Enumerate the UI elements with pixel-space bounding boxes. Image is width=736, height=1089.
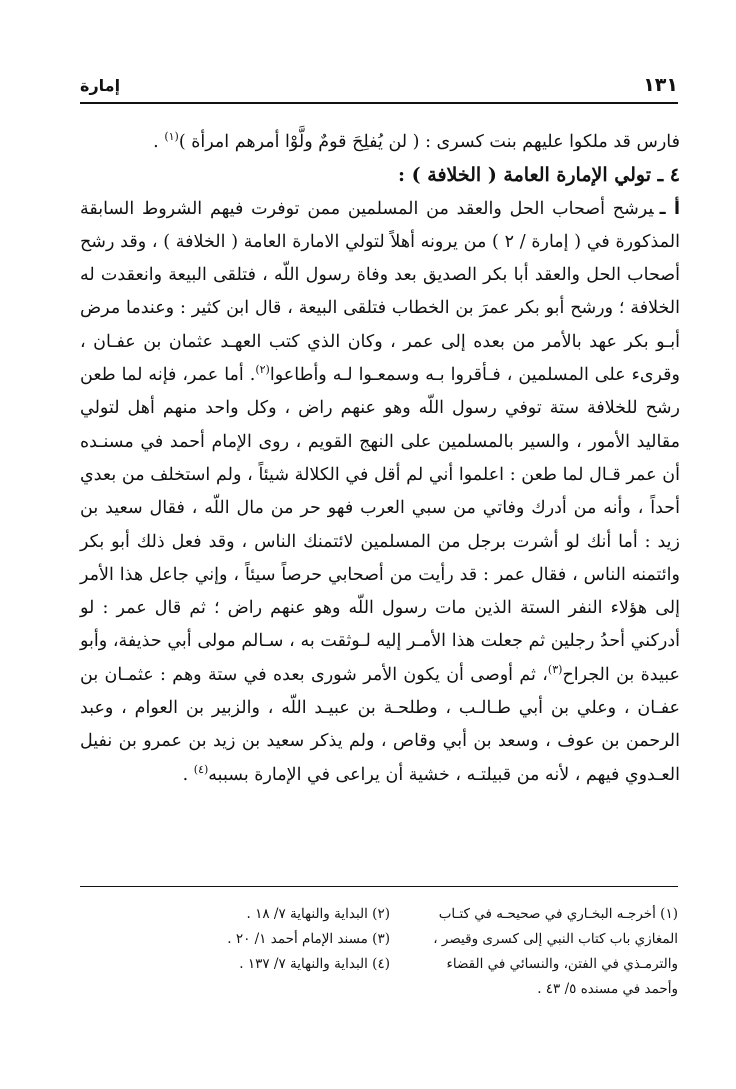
- footnote-ref-1: (١): [164, 130, 179, 144]
- paragraph-marker: أ ـ: [659, 198, 680, 219]
- main-text: [80, 126, 680, 792]
- footnote-ref-2: (٢): [255, 363, 270, 377]
- footnotes: [80, 902, 678, 1012]
- section-heading: ٤ ـ تولي الإمارة العامة ( الخلافة ) :: [398, 164, 680, 187]
- footnote-divider: [80, 886, 678, 887]
- footnote-ref-4: (٤): [193, 762, 209, 776]
- footnote-3: (٣) مسند الإمام أحمد ١/ ٢٠ .: [227, 931, 390, 947]
- footnotes-2-4: [150, 902, 390, 977]
- footnote-4: (٤) البداية والنهاية ٧/ ١٣٧ .: [239, 956, 390, 972]
- page-number: ١٣١: [643, 74, 678, 96]
- footnote-2: (٢) البداية والنهاية ٧/ ١٨ .: [246, 906, 390, 922]
- running-title: إمارة: [80, 76, 121, 95]
- footnote-1: (١) أخرجـه البخـاري في صحيحـه في كتـاب المغازي باب كتاب النبي إلى كسرى وقيصر ، والترمـذي في الفتن، والنسائي في القضاء وأحمد في مسنده ٥/ ٤٣ .: [433, 906, 678, 997]
- page-header: [80, 74, 678, 100]
- header-divider: [80, 102, 678, 104]
- paragraph-a: أ ـيرشح أصحاب الحل والعقد من المسلمين ممن توفرت فيهم الشروط السابقة المذكورة في ( إمارة / ٢ ) من يرونه أهلاً لتولي الامارة العامة ( الخلافة ) ، وقد رشح أصحاب الحل والعقد أبا بكر الصديق بعد وفاة رسول اللّه ، فتلقى البيعة وانعقدت له الخلافة ؛ ورشح أبو بكر عمرَ بن الخطاب فتلقى البيعة ، قال ابن كثير : وعندما مرض أبـو بكر عهد بالأمر من بعده إلى عمر ، وكان الذي كتب العهـد عثمان بن عفـان ، وقرىء على المسلمين ، فـأقروا بـه وسمعـوا لـه وأطاعوا$^{(٢)}$. أما عمر، فإنه لما طعن رشح للخلافة ستة توفي رسول اللّه وهو عنهم راض ، وكل واحد منهم أهل لتولي مقاليد الأمور ، والسير بالمسلمين على النهج القويم ، روى الإمام أحمد في مسنـده أن عمر قـال لما طعن : اعلموا أني لم أقل في الكلالة شيئاً ، ولم استخلف من بعدي أحداً ، وأنه من أدرك وفاتي من سبي العرب فهو حر من مال اللّه ، فقال سعيد بن زيد : أما أنك لو أشرت برجل من المسلمين لائتمنك الناس ، وقد فعل ذلك أبو بكر وائتمنه الناس ، فقال عمر : قد رأيت من أصحابي حرصاً سيئاً ، وإني جاعل هذا الأمر إلى هؤلاء النفر الستة الذين مات رسول اللّه وهو عنهم راض ؛ ثم قال عمر : لو أدركني أحدُ رجلين ثم جعلت هذا الأمـر إليه لـوثقت به ، سـالم مولى أبي حذيفة، وأبو عبيدة بن الجراح$^{(٣)}$، ثم أوصى أن يكون الأمر شورى بعده في ستة وهم : عثمـان بن عفـان ، وعلي بن أبي طـالـب ، وطلحـة بن عبيـد اللّه ، والزبير بن العوام ، وعبد الرحمن بن عوف ، وسعد بن أبي وقاص ، ولم يذكر سعيد بن زيد بن عمرو بن نفيل العـدوي فيهم ، لأنه من قبيلتـه ، خشية أن يراعى في الإمارة بسببه$^{(٤)}$ .: [80, 198, 681, 785]
- footnote-ref-3: (٣): [547, 662, 563, 676]
- opening-line: فارس قد ملكوا عليهم بنت كسرى : ( لن يُفلِحَ قومٌ ولَّوْا أمرهم امرأة )$^{(١)}$ .: [153, 130, 680, 152]
